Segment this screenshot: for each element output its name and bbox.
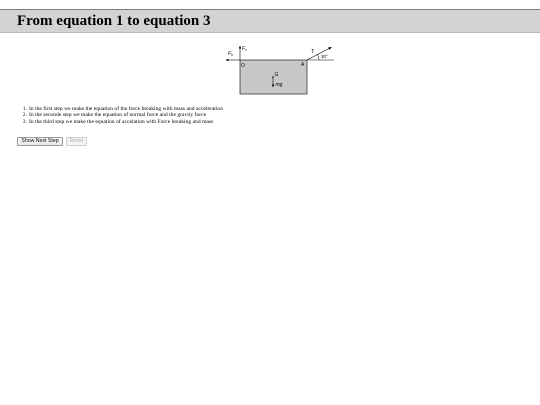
steps-list [17, 106, 223, 125]
step-number: 3. [22, 118, 27, 125]
fv-arrowhead [239, 46, 241, 49]
fh-label: $F_h$ [228, 51, 233, 57]
step-text: In the first step we make the equation of the force breaking with mass and acceleration [29, 106, 223, 112]
t-arrowhead [328, 47, 332, 50]
angle-arc [318, 54, 320, 60]
step-text: In the seconde step we make the equation of normal force and the gravity force [29, 112, 207, 119]
show-next-step-button[interactable]: Show Next Step [17, 137, 63, 146]
page-header [0, 10, 540, 32]
step-item [17, 119, 223, 125]
page-title: From equation 1 to equation 3 [17, 13, 211, 29]
header-rule [0, 32, 540, 33]
t-label: T [311, 49, 315, 55]
g-label: G [274, 72, 279, 78]
reset-button[interactable]: Reset [66, 137, 87, 146]
mg-label: mg [275, 82, 283, 88]
o-label: O [241, 63, 245, 69]
force-diagram-svg [222, 44, 340, 98]
fh-arrowhead [226, 59, 229, 61]
step-number: 2. [22, 112, 27, 119]
step-text: In the third step we make the equation of accelation with Force breaking and mass [29, 118, 214, 125]
fv-label: $F_v$ [242, 46, 247, 52]
force-diagram [222, 44, 340, 98]
a-label: A [301, 62, 305, 68]
angle-label: 30° [321, 54, 328, 59]
step-number: 1. [22, 106, 27, 112]
